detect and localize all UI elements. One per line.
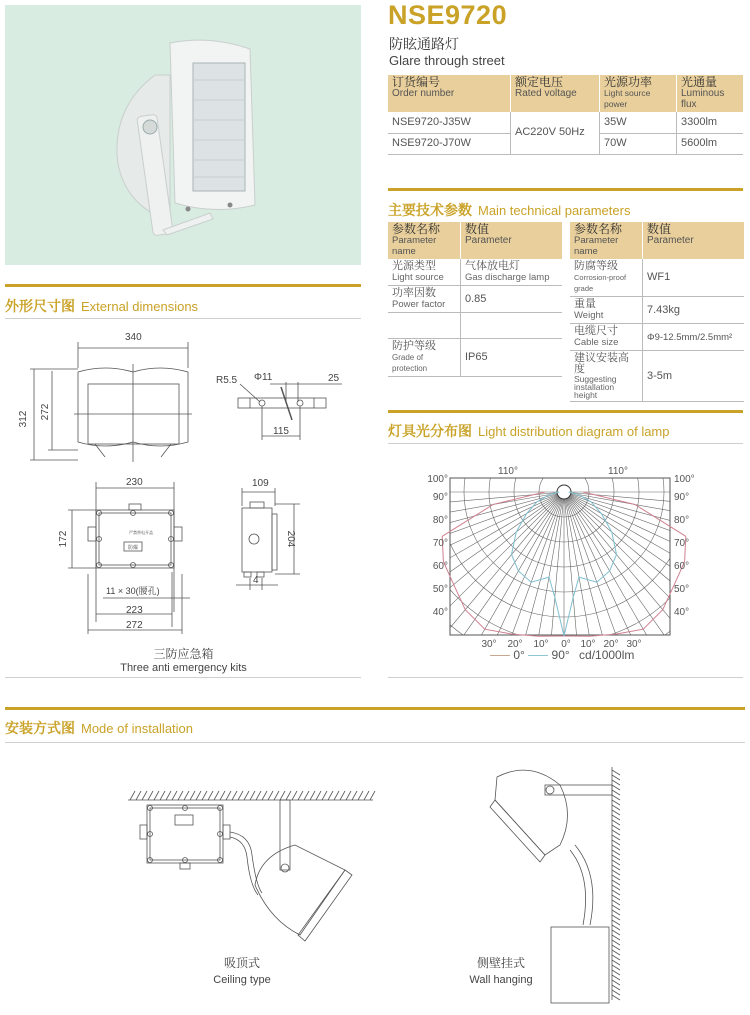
hatch-line [612,950,620,955]
dim-overall-width: 272 [126,620,143,631]
params-header: 参数名称 Parameter name 数值 Parameter [388,222,562,259]
hatch-line [612,900,620,905]
hatch-line [612,780,620,785]
section-divider [388,443,743,444]
hatch-line [346,791,351,800]
hatch-line [148,791,153,800]
hatch-line [244,791,249,800]
table-row-empty [388,313,562,339]
rated-voltage: AC220V 50Hz [511,112,600,154]
order-number: NSE9720-J70W [388,133,511,154]
hatch-line [612,885,620,890]
hatch-line [130,791,135,800]
power: 35W [600,112,677,133]
chart-frame [450,478,670,635]
dim-box-depth: 109 [252,478,269,489]
header-order-number: 订货编号 Order number [388,75,511,112]
legend-label-0: 0° [513,648,525,662]
right-tick-label: 70° [674,538,690,549]
left-tick-label: 60° [432,561,448,572]
hatch-line [612,925,620,930]
hatch-line [612,990,620,995]
hatch-line [612,810,620,815]
dimensions-section-title: 外形尺寸图 External dimensions [5,298,199,314]
table-row: 防护等级 Grade of protection IP65 [388,339,562,377]
hatch-line [340,791,345,800]
flux: 3300lm [677,112,744,133]
product-name-en: Glare through street [389,53,505,68]
light-distribution-chart [420,455,710,665]
right-tick-label: 50° [674,584,690,595]
flux: 5600lm [677,133,744,154]
hatch-line [612,855,620,860]
hatch-line [612,835,620,840]
dim-lamp-height-outer: 312 [18,410,29,428]
top-tick-label: 110° [498,466,518,477]
hatch-line [370,791,375,800]
hatch-line [612,825,620,830]
hatch-line [196,791,201,800]
bottom-tick-label: 30° [626,639,642,650]
hatch-line [250,791,255,800]
wall-lamp-body [495,770,568,855]
hatch-line [202,791,207,800]
wall-emergency-box [551,927,609,1003]
table-row [388,112,743,133]
hatch-line [334,791,339,800]
hatch-line [612,935,620,940]
bottom-tick-label: 20° [603,639,619,650]
dim-box-gap: 4 [253,575,259,586]
installation-drawings [0,745,750,1005]
left-tick-label: 100° [427,474,448,485]
left-tick-label: 90° [432,492,448,503]
table-row: 光源类型 Light source 气体放电灯 Gas discharge lamp [388,259,562,286]
dim-lamp-height-inner: 272 [40,403,51,421]
right-tick-label: 60° [674,561,690,572]
hatch-line [612,920,620,925]
hatch-line [612,850,620,855]
right-tick-label: 100° [674,474,695,485]
left-tick-label: 50° [432,584,448,595]
wall-caption-cn: 侧壁挂式 [476,956,526,970]
chart-legend [490,648,634,662]
ceiling-emergency-box [147,805,223,863]
dim-slot: 11 × 30(腰孔) [106,586,160,596]
hatch-line [612,870,620,875]
grid-spoke [495,492,564,665]
table-row: 建议安装高度 Suggesting installation height 3-5m [570,351,744,402]
emergency-box-side [242,508,272,572]
hatch-line [612,965,620,970]
hatch-line [612,880,620,885]
hatch-line [256,791,261,800]
hatch-line [612,995,620,1000]
table-row: 防腐等级 Corrosion-proof grade WF1 [570,259,744,297]
hatch-line [612,830,620,835]
floodlight-image [5,5,361,265]
hatch-line [358,791,363,800]
bottom-tick-label: 10° [533,639,549,650]
hatch-line [172,791,177,800]
hatch-line [352,791,357,800]
hatch-line [612,845,620,850]
hatch-line [612,815,620,820]
left-tick-label: 40° [432,607,448,618]
hatch-line [184,791,189,800]
table-row: 功率因数 Power factor 0.85 [388,286,562,313]
dimension-drawings [0,322,385,672]
installation-section-title: 安装方式图 Mode of installation [5,720,194,736]
hatch-line [316,791,321,800]
wall-caption-en: Wall hanging [469,974,533,986]
section-divider [5,318,361,319]
hatch-line [298,791,303,800]
chart-unit: cd/1000lm [579,648,635,662]
section-divider [5,742,745,743]
caption-cn: 三防应急箱 [153,647,214,661]
product-photo [5,5,361,265]
bottom-tick-label: 20° [507,639,523,650]
hatch-line [612,930,620,935]
hatch-line [612,790,620,795]
emergency-box-caption [96,645,271,674]
hatch-line [612,970,620,975]
ceiling-caption-en: Ceiling type [213,974,271,986]
hatch-line [612,985,620,990]
hatch-line [612,775,620,780]
hatch-line [328,791,333,800]
top-tick-label: 110° [608,466,628,477]
hatch-line [612,800,620,805]
right-tick-label: 80° [674,515,690,526]
hatch-line [612,895,620,900]
hatch-line [612,860,620,865]
product-model: NSE9720 [388,0,508,30]
section-rule [5,707,745,710]
order-table [388,75,743,155]
dim-bracket-hole: Φ11 [254,372,273,383]
params-header: 参数名称 Parameter name 数值 Parameter [570,222,744,259]
box-label: 防爆 [128,545,139,551]
ceiling-lamp-body [255,845,345,935]
section-divider [388,677,743,678]
hatch-line [286,791,291,800]
hatch-line [208,791,213,800]
hatch-line [612,960,620,965]
emergency-box-front [96,510,174,568]
header-rated-voltage: 额定电压 Rated voltage [511,75,600,112]
hatch-line [612,940,620,945]
section-divider [5,677,361,678]
hatch-line [262,791,267,800]
hatch-line [612,770,620,775]
dim-bracket-spacing: 115 [273,426,289,437]
dim-mount-spacing: 223 [126,605,143,616]
header-light-source-power: 光源功率 Light source power [600,75,677,112]
hatch-line [226,791,231,800]
hatch-line [612,955,620,960]
hatch-line [136,791,141,800]
hatch-line [280,791,285,800]
hatch-line [364,791,369,800]
legend-swatch-0 [490,655,510,656]
hatch-line [612,975,620,980]
params-table-left [388,222,562,377]
hatch-line [612,905,620,910]
params-table-right [570,222,744,402]
distribution-section-title: 灯具光分布图 Light distribution diagram of lamp [388,423,670,439]
bottom-tick-label: 10° [580,639,596,650]
table-row: 重量 Weight 7.43kg [570,297,744,324]
hatch-line [612,865,620,870]
hatch-line [612,980,620,985]
hatch-line [310,791,315,800]
grid-spoke [564,492,633,665]
hatch-line [238,791,243,800]
hatch-line [612,785,620,790]
hatch-line [612,795,620,800]
right-tick-label: 90° [674,492,690,503]
dim-lamp-width: 340 [125,332,142,343]
hatch-line [612,875,620,880]
hatch-line [154,791,159,800]
order-table-header [388,75,743,112]
hatch-line [612,945,620,950]
dim-box-side-height: 204 [285,530,296,548]
hatch-line [190,791,195,800]
section-rule [388,188,743,191]
hatch-line [292,791,297,800]
order-number: NSE9720-J35W [388,112,511,133]
dim-box-width: 230 [126,477,143,488]
hatch-line [322,791,327,800]
hatch-line [142,791,147,800]
section-rule [388,410,743,413]
product-name-cn: 防眩通路灯 [389,36,459,52]
hatch-line [214,791,219,800]
hatch-line [274,791,279,800]
legend-swatch-90 [528,655,548,656]
left-tick-label: 80° [432,515,448,526]
hatch-line [612,910,620,915]
header-luminous-flux: 光通量 Luminous flux [677,75,744,112]
hatch-line [166,791,171,800]
hatch-line [220,791,225,800]
hatch-line [160,791,165,800]
dim-bracket-radius: R5.5 [216,375,238,386]
hatch-line [268,791,273,800]
bottom-tick-label: 0° [561,639,571,650]
table-row: 电缆尺寸 Cable size Φ9-12.5mm/2.5mm² [570,324,744,351]
left-tick-label: 70° [432,538,448,549]
section-rule [5,284,361,287]
hatch-line [304,791,309,800]
hatch-line [612,840,620,845]
hatch-line [612,805,620,810]
ceiling-caption-cn: 吸顶式 [223,956,261,970]
right-tick-label: 40° [674,607,690,618]
hatch-line [232,791,237,800]
dim-box-height: 172 [58,530,69,548]
hatch-line [178,791,183,800]
hatch-line [612,890,620,895]
bottom-tick-label: 30° [481,639,497,650]
power: 70W [600,133,677,154]
hatch-line [612,820,620,825]
box-warning-label: 严禁带电开盖 [129,530,153,535]
dim-bracket-offset: 25 [328,373,340,384]
caption-en: Three anti emergency kits [120,662,247,674]
hatch-line [612,915,620,920]
technical-section-title: 主要技术参数 Main technical parameters [388,202,631,218]
legend-label-90: 90° [551,648,570,662]
